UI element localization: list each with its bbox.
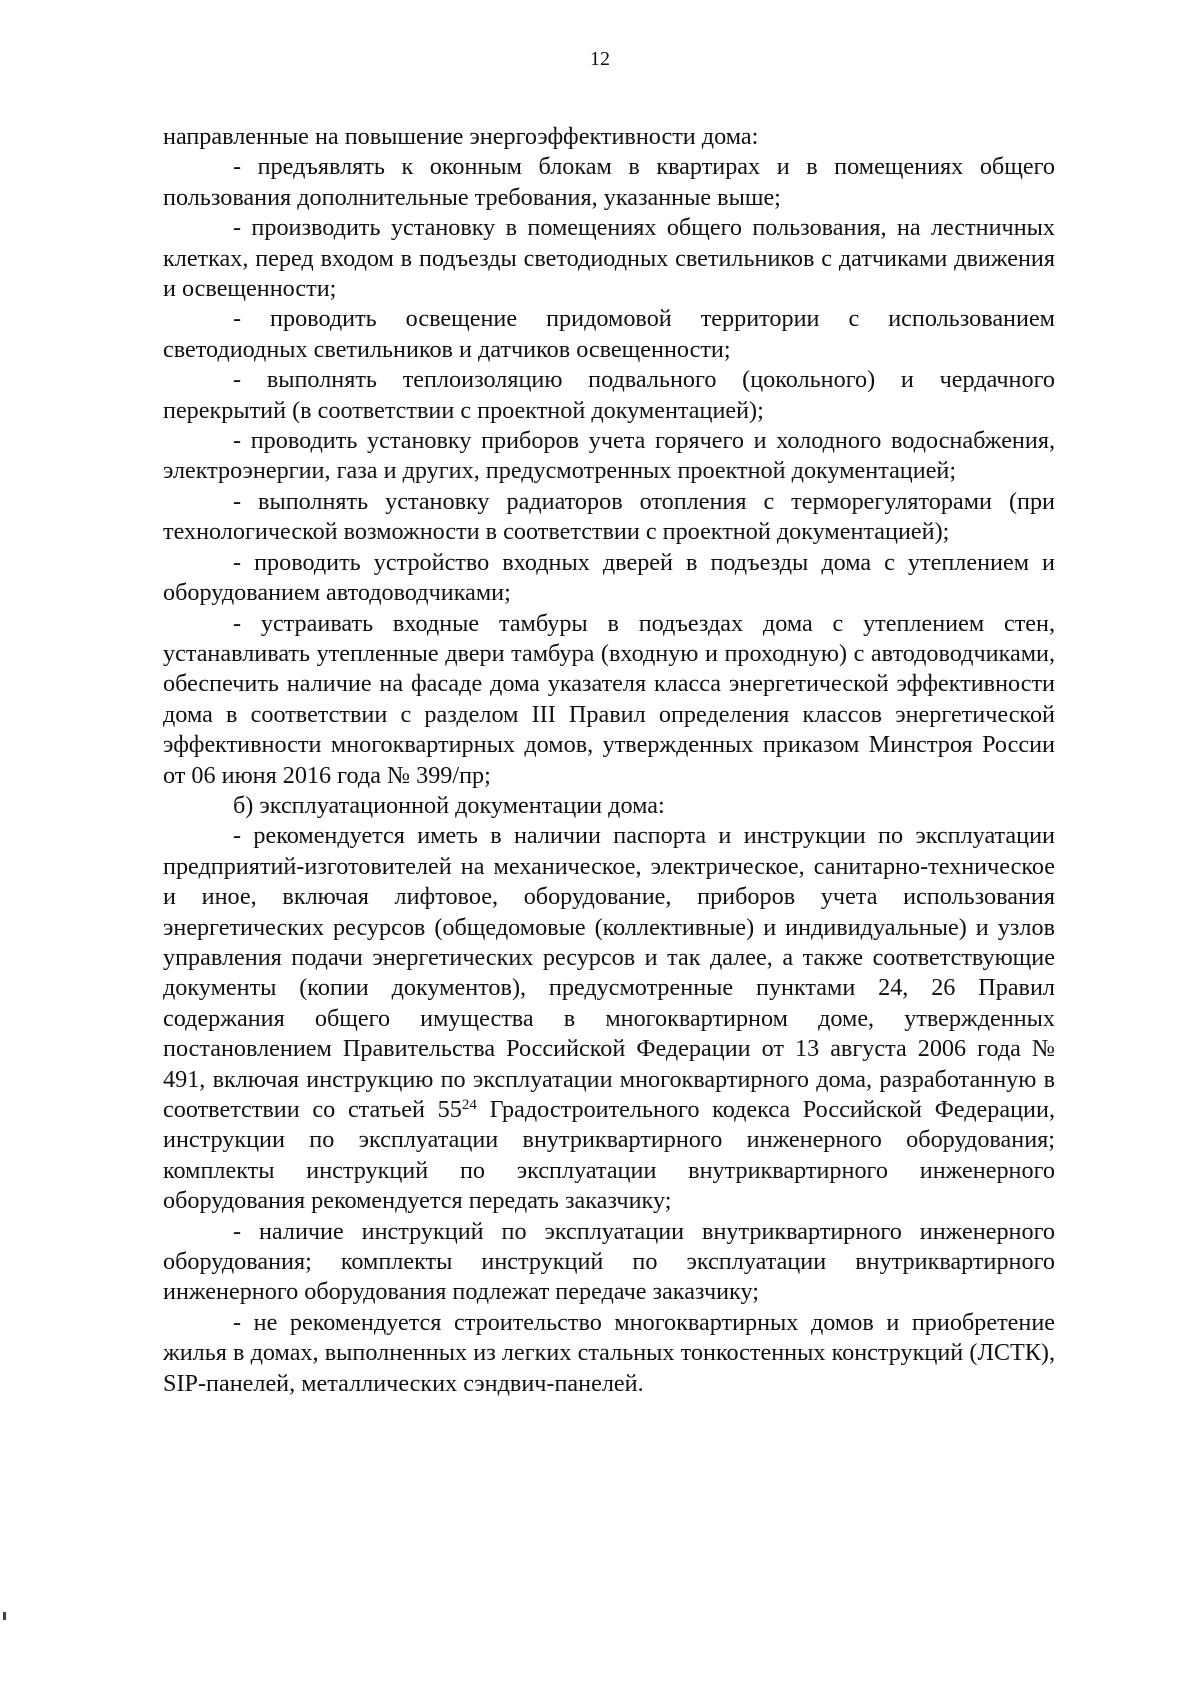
list-item-radiators: - выполнять установку радиаторов отопления с терморегуляторами (при технологической возможности в соответствии с проектной документацией); (163, 487, 1055, 546)
list-item-meters: - проводить установку приборов учета горячего и холодного водоснабжения, электроэнергии, газа и других, предусмотренных проектной документацией; (163, 427, 1055, 485)
passports-text-start: - рекомендуется иметь в наличии паспорта и инструкции по эксплуатации предприятий-изготовителей на механическое, электрическое, санитарно-техническое и иное, включая лифтовое, оборудование, приборов учета использования энергетических ресурсов (общедомовые (коллективные) и индивидуальные) и узлов управления подачи энергетических ресурсов и так далее, а также соответствующие документы (копии документов), предусмотренные пунктами 24, 26 Правил содержания общего имущества в многоквартирном доме, утвержденных постановлением Правительства Российской Федерации от 13 августа 2006 года № 491, включая инструкцию по эксплуатации многоквартирного дома, разработанную в соответствии со статьей 55 (163, 822, 1055, 1123)
list-item-passports (163, 821, 1055, 1216)
passports-text-end: Градостроительного кодекса Российской Федерации, инструкции по эксплуатации внутриквартирного инженерного оборудования; комплекты инструкций по эксплуатации внутриквартирного инженерного оборудования рекомендуется передать заказчику; (163, 1096, 1055, 1215)
document-body (163, 122, 1055, 1399)
list-item-insulation: - выполнять теплоизоляцию подвального (цокольного) и чердачного перекрытий (в соответствии с проектной документацией); (163, 366, 1055, 424)
list-item-window-blocks: - предъявлять к оконным блокам в квартирах и в помещениях общего пользования дополнительные требования, указанные выше; (163, 153, 1055, 211)
list-item-not-recommended: - не рекомендуется строительство многоквартирных домов и приобретение жилья в домах, выполненных из легких стальных тонкостенных конструкций (ЛСТК), SIP-панелей, металлических сэндвич-панелей. (163, 1308, 1055, 1397)
list-item-vestibules: - устраивать входные тамбуры в подъездах дома с утеплением стен, устанавливать утепленные двери тамбура (входную и проходную) с автодоводчиками, обеспечить наличие на фасаде дома указателя класса энергетической эффективности дома в соответствии с разделом III Правил определения классов энергетической эффективности многоквартирных домов, утвержденных приказом Минстроя России от 06 июня 2016 года № 399/пр; (163, 609, 1055, 789)
list-item-outdoor-lighting: - проводить освещение придомовой территории с использованием светодиодных светильников и датчиков освещенности; (163, 305, 1055, 363)
list-item-led-lights: - производить установку в помещениях общего пользования, на лестничных клетках, перед входом в подъезды светодиодных светильников с датчиками движения и освещенности; (163, 214, 1055, 303)
scan-artifact (3, 1612, 6, 1620)
page-number: 12 (590, 48, 610, 70)
list-item-instructions: - наличие инструкций по эксплуатации внутриквартирного инженерного оборудования; комплекты инструкций по эксплуатации внутриквартирного инженерного оборудования подлежат передаче заказчику; (163, 1217, 1055, 1306)
footnote-superscript: 24 (461, 1097, 477, 1113)
section-heading-documentation: б) эксплуатационной документации дома: (233, 791, 665, 819)
list-item-entrance-doors: - проводить устройство входных дверей в подъезды дома с утеплением и оборудованием автодоводчиками; (163, 548, 1055, 607)
paragraph-intro: направленные на повышение энергоэффективности дома: (163, 123, 759, 150)
